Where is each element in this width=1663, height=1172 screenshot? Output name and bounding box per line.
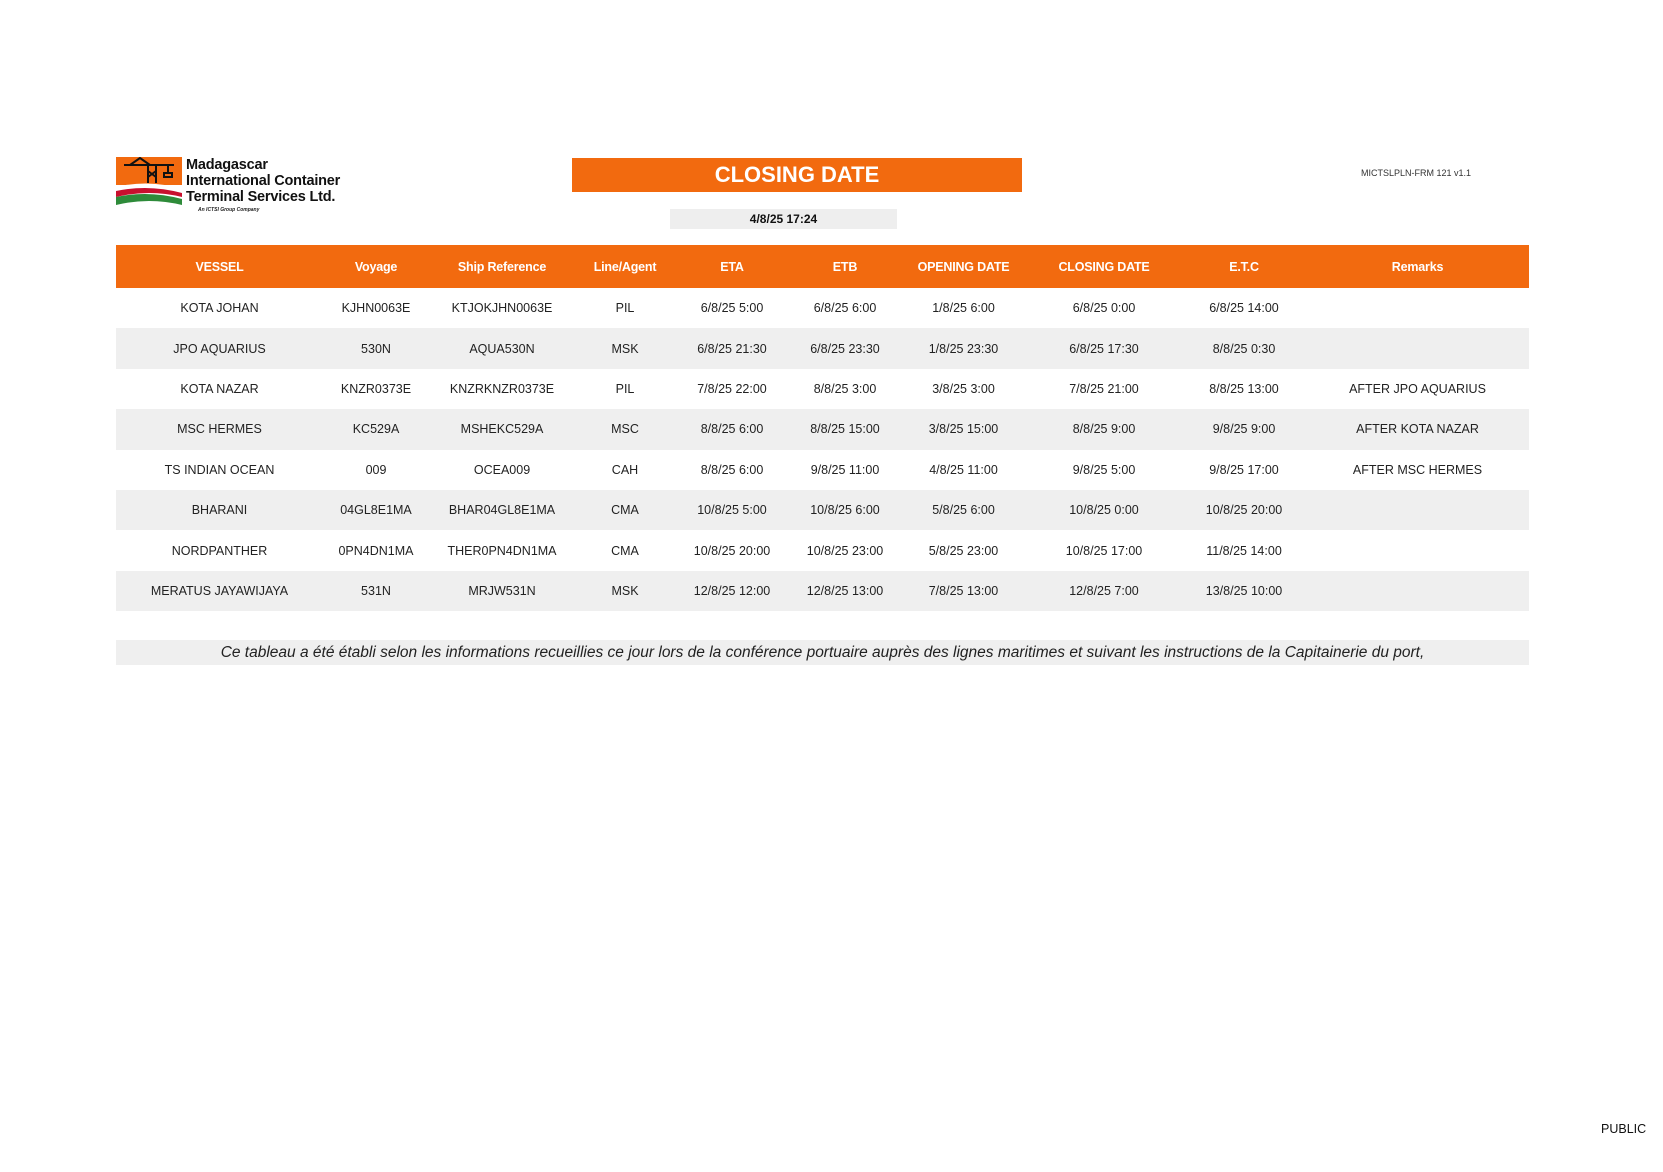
table-cell: CMA (611, 543, 639, 558)
table-cell: NORDPANTHER (171, 543, 268, 558)
table-cell: BHARANI (191, 503, 248, 518)
table-cell: AQUA530N (469, 341, 535, 356)
table-cell: 6/8/25 14:00 (1209, 301, 1279, 316)
table-cell: CAH (611, 462, 639, 477)
table-cell (1306, 288, 1529, 328)
table-row (116, 490, 1529, 530)
column-header: CLOSING DATE (1058, 259, 1150, 274)
table-row (116, 369, 1529, 409)
company-name-line-1: Madagascar (186, 157, 268, 173)
column-header: Voyage (354, 259, 398, 274)
table-cell: 5/8/25 23:00 (928, 543, 999, 558)
table-cell: 7/8/25 13:00 (928, 583, 999, 598)
table-cell: OCEA009 (473, 462, 531, 477)
table-cell: 12/8/25 13:00 (806, 583, 884, 598)
table-cell: 7/8/25 22:00 (697, 381, 767, 396)
table-cell: MRJW531N (468, 583, 536, 598)
table-cell: 3/8/25 15:00 (928, 422, 999, 437)
table-cell: 10/8/25 20:00 (1205, 503, 1283, 518)
table-cell: 8/8/25 3:00 (813, 381, 877, 396)
table-cell: 13/8/25 10:00 (1205, 583, 1283, 598)
company-logo (116, 157, 356, 215)
table-cell (1306, 490, 1529, 530)
column-header: VESSEL (195, 259, 244, 274)
table-cell: PIL (615, 381, 635, 396)
column-header: ETB (832, 259, 858, 274)
table-cell: KC529A (352, 422, 400, 437)
column-header: E.T.C (1229, 259, 1259, 274)
table-cell: 4/8/25 11:00 (929, 462, 998, 477)
table-cell: PIL (615, 301, 635, 316)
classification-label: PUBLIC (1601, 1122, 1647, 1136)
table-cell: 6/8/25 5:00 (700, 301, 764, 316)
table-cell: 12/8/25 12:00 (693, 583, 771, 598)
table-cell: MSK (611, 341, 639, 356)
table-cell: AFTER MSC HERMES (1352, 462, 1483, 477)
table-cell (1306, 571, 1529, 611)
table-cell: 6/8/25 17:30 (1069, 341, 1139, 356)
table-cell: 530N (361, 341, 391, 356)
schedule-table (116, 245, 1529, 611)
table-cell: 8/8/25 15:00 (810, 422, 880, 437)
column-header: Line/Agent (593, 259, 657, 274)
table-cell: 10/8/25 0:00 (1069, 503, 1139, 518)
table-cell: AFTER KOTA NAZAR (1356, 422, 1479, 437)
table-row (116, 409, 1529, 449)
table-row (116, 571, 1529, 611)
table-cell: 009 (365, 462, 387, 477)
table-row (116, 530, 1529, 570)
table-cell: 0PN4DN1MA (338, 543, 414, 558)
table-cell: 9/8/25 9:00 (1212, 422, 1276, 437)
table-cell: CMA (611, 503, 639, 518)
table-row (116, 450, 1529, 490)
table-cell: 9/8/25 5:00 (1072, 462, 1136, 477)
table-cell: KJHN0063E (341, 301, 411, 316)
table-cell: 12/8/25 7:00 (1069, 583, 1139, 598)
form-code: MICTSLPLN-FRM 121 v1.1 (1361, 168, 1472, 178)
table-cell: 10/8/25 20:00 (693, 543, 771, 558)
table-cell: TS INDIAN OCEAN (164, 462, 275, 477)
column-header: OPENING DATE (917, 259, 1010, 274)
table-cell: 6/8/25 0:00 (1072, 301, 1136, 316)
report-date: 4/8/25 17:24 (670, 209, 897, 229)
table-cell: KOTA NAZAR (180, 381, 259, 396)
table-cell: 10/8/25 17:00 (1065, 543, 1143, 558)
company-name-line-3: Terminal Services Ltd. (186, 189, 336, 205)
table-cell: 10/8/25 6:00 (810, 503, 880, 518)
table-cell: KNZRKNZR0373E (449, 381, 555, 396)
table-cell: 8/8/25 13:00 (1209, 381, 1279, 396)
table-cell: KOTA JOHAN (180, 301, 259, 316)
table-cell (1306, 530, 1529, 570)
table-cell: MSK (611, 583, 639, 598)
table-cell: 8/8/25 6:00 (700, 462, 764, 477)
table-cell: 6/8/25 23:30 (810, 341, 880, 356)
table-cell: 9/8/25 11:00 (810, 462, 880, 477)
footer-note: Ce tableau a été établi selon les informations recueillies ce jour lors de la conférence portuaire auprès des lignes maritimes et suivant les instructions de la Capitainerie du port, (116, 640, 1529, 665)
crane-logo-icon (116, 157, 184, 207)
page-title: CLOSING DATE (572, 158, 1022, 192)
table-cell: MSC HERMES (177, 422, 262, 437)
table-cell: KTJOKJHN0063E (451, 301, 553, 316)
table-body (116, 288, 1529, 611)
table-cell: 3/8/25 3:00 (932, 381, 995, 396)
table-cell: 1/8/25 23:30 (928, 341, 999, 356)
table-cell: 10/8/25 23:00 (806, 543, 884, 558)
table-cell: MSC (611, 422, 639, 437)
table-row (116, 328, 1529, 368)
table-cell: 1/8/25 6:00 (932, 301, 995, 316)
column-header: Ship Reference (457, 259, 547, 274)
table-row (116, 288, 1529, 328)
column-header: Remarks (1391, 259, 1444, 274)
table-cell: JPO AQUARIUS (173, 341, 266, 356)
table-cell: 9/8/25 17:00 (1209, 462, 1279, 477)
table-cell: AFTER JPO AQUARIUS (1349, 381, 1486, 396)
table-cell: 11/8/25 14:00 (1206, 543, 1282, 558)
table-cell: 04GL8E1MA (340, 503, 412, 518)
company-tagline: An ICTSI Group Company (198, 207, 260, 213)
table-cell: MERATUS JAYAWIJAYA (150, 583, 289, 598)
table-cell: KNZR0373E (340, 381, 412, 396)
table-cell: 8/8/25 6:00 (700, 422, 764, 437)
table-cell: MSHEKC529A (460, 422, 544, 437)
table-cell: 531N (361, 583, 391, 598)
company-name (186, 157, 340, 205)
table-cell: 7/8/25 21:00 (1069, 381, 1139, 396)
table-cell: 5/8/25 6:00 (932, 503, 995, 518)
table-cell (1306, 328, 1529, 368)
company-name-line-2: International Container (186, 173, 341, 189)
table-cell: THER0PN4DN1MA (447, 543, 557, 558)
table-cell: 10/8/25 5:00 (697, 503, 767, 518)
table-cell: 6/8/25 6:00 (813, 301, 877, 316)
table-cell: 8/8/25 9:00 (1072, 422, 1136, 437)
table-cell: BHAR04GL8E1MA (448, 503, 556, 518)
table-header-row (116, 245, 1529, 288)
column-header: ETA (720, 259, 744, 274)
table-cell: 8/8/25 0:30 (1212, 341, 1276, 356)
table-cell: 6/8/25 21:30 (697, 341, 767, 356)
